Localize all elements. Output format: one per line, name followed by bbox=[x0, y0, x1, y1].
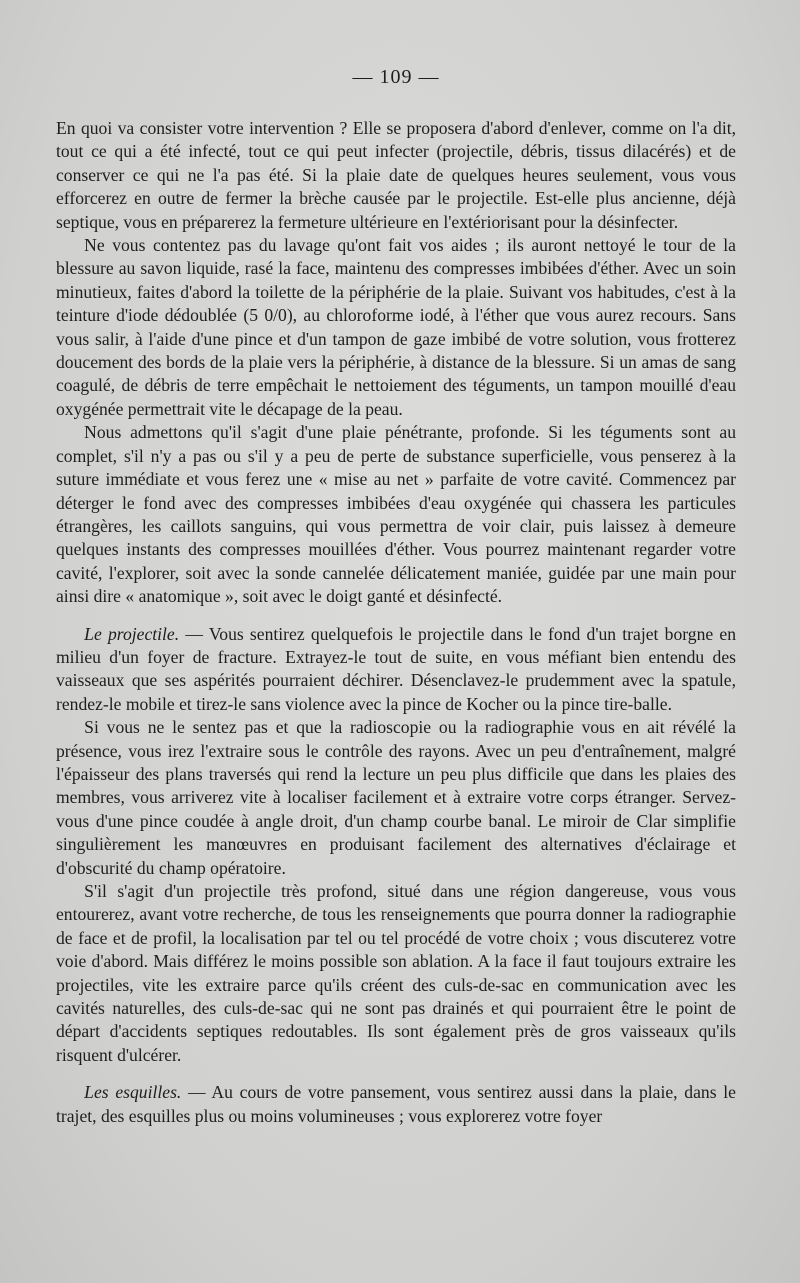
section-heading-esquilles: Les esquilles. bbox=[84, 1082, 182, 1103]
section-text-projectile: — Vous sentirez quelquefois le projectile dans le fond d'un trajet borgne en milieu d'un foyer de fracture. Extrayez-le tout de suite, en vous méfiant bien entendu des vaisseaux que ses aspérités pourraient déchirer. Désenclavez-le prudemment avec la spatule, rendez-le mobile et tirez-le sans violence avec la pince de Kocher ou la pince tire-balle. bbox=[56, 623, 736, 714]
paragraph-intervention: En quoi va consister votre intervention ? Elle se proposera d'abord d'enlever, comme on l'a dit, tout ce qui a été infecté, tout ce qui peut infecter (projectile, débris, tissus dilacérés) et de conserver ce qui ne l'a pas été. Si la plaie date de quelques heures seulement, vous vous efforcerez en outre de fermer la brèche causée par le projectile. Est-elle plus ancienne, déjà septique, vous en préparerez la fermeture ultérieure en l'extériorisant pour la désinfecter. bbox=[56, 118, 736, 232]
paragraph-plaie-penetrante: Nous admettons qu'il s'agit d'une plaie pénétrante, profonde. Si les téguments sont au complet, s'il n'y a pas ou s'il y a peu de perte de substance superficielle, vous penserez à la suture immédiate et vous ferez une « mise au net » parfaite de votre cavité. Commencez par déterger le fond avec des compresses imbibées d'eau oxygénée qui chassera les particules étrangères, les caillots sanguins, qui vous permettra de voir clair, puis laissez à demeure quelques instants des compresses mouillées d'éther. Vous pourrez maintenant regarder votre cavité, l'explorer, soit avec la sonde cannelée délicatement maniée, guidée par une main pour ainsi dire « anatomique », soit avec le doigt ganté et désinfecté. bbox=[56, 422, 736, 607]
page-number: — 109 — bbox=[352, 66, 440, 88]
section-esquilles bbox=[56, 1081, 736, 1128]
section-gap bbox=[56, 1067, 736, 1081]
section-projectile bbox=[56, 623, 736, 717]
section-heading-projectile: Le projectile. bbox=[84, 623, 180, 644]
paragraph-radioscopie: Si vous ne le sentez pas et que la radioscopie ou la radiographie vous en ait révélé la présence, vous irez l'extraire sous le contrôle des rayons. Avec un peu d'entraînement, malgré l'épaisseur des plans traversés qui rend la lecture un peu plus difficile que dans les plaies des membres, vous arriverez vite à localiser facilement et à extraire votre corps étranger. Servez-vous d'une pince coudée à angle droit, d'un champ courbe banal. Le miroir de Clar simplifie singulièrement les manœuvres en produisant facilement des alternatives d'éclairage et d'obscurité du champ opératoire. bbox=[56, 717, 736, 878]
section-gap bbox=[56, 609, 736, 623]
paragraph-projectile-profond: S'il s'agit d'un projectile très profond, situé dans une région dangereuse, vous vous entourerez, avant votre recherche, de tous les renseignements que pourra donner la radiographie de face et de profil, la localisation par tel ou tel procédé de votre choix ; vous discuterez votre voie d'abord. Mais différez le moins possible son ablation. A la face il faut toujours extraire les projectiles, vite les extraire parce qu'ils créent des culs-de-sac en communication avec les cavités naturelles, des culs-de-sac qui ne sont pas drainés et qui pourraient être le point de départ d'accidents septiques redoutables. Ils sont également près de gros vaisseaux qu'ils risquent d'ulcérer. bbox=[56, 881, 736, 1065]
section-text-esquilles: — Au cours de votre pansement, vous sentirez aussi dans la plaie, dans le trajet, des esquilles plus ou moins volumineuses ; vous explorerez votre foyer bbox=[56, 1082, 736, 1126]
paragraph-lavage: Ne vous contentez pas du lavage qu'ont fait vos aides ; ils auront nettoyé le tour de la blessure au savon liquide, rasé la face, maintenu des compresses imbibées d'éther. Avec un soin minutieux, faites d'abord la toilette de la périphérie de la plaie. Suivant vos habitudes, c'est à la teinture d'iode dédoublée (5 0/0), au chloroforme iodé, à l'éther que vous aurez recours. Sans vous salir, à l'aide d'une pince et d'un tampon de gaze imbibé de votre solution, vous frotterez doucement des bords de la plaie vers la périphérie, à distance de la blessure. Si un amas de sang coagulé, de débris de terre empêchait le nettoiement des téguments, un tampon mouillé d'eau oxygénée permettrait vite le décapage de la peau. bbox=[56, 235, 736, 419]
